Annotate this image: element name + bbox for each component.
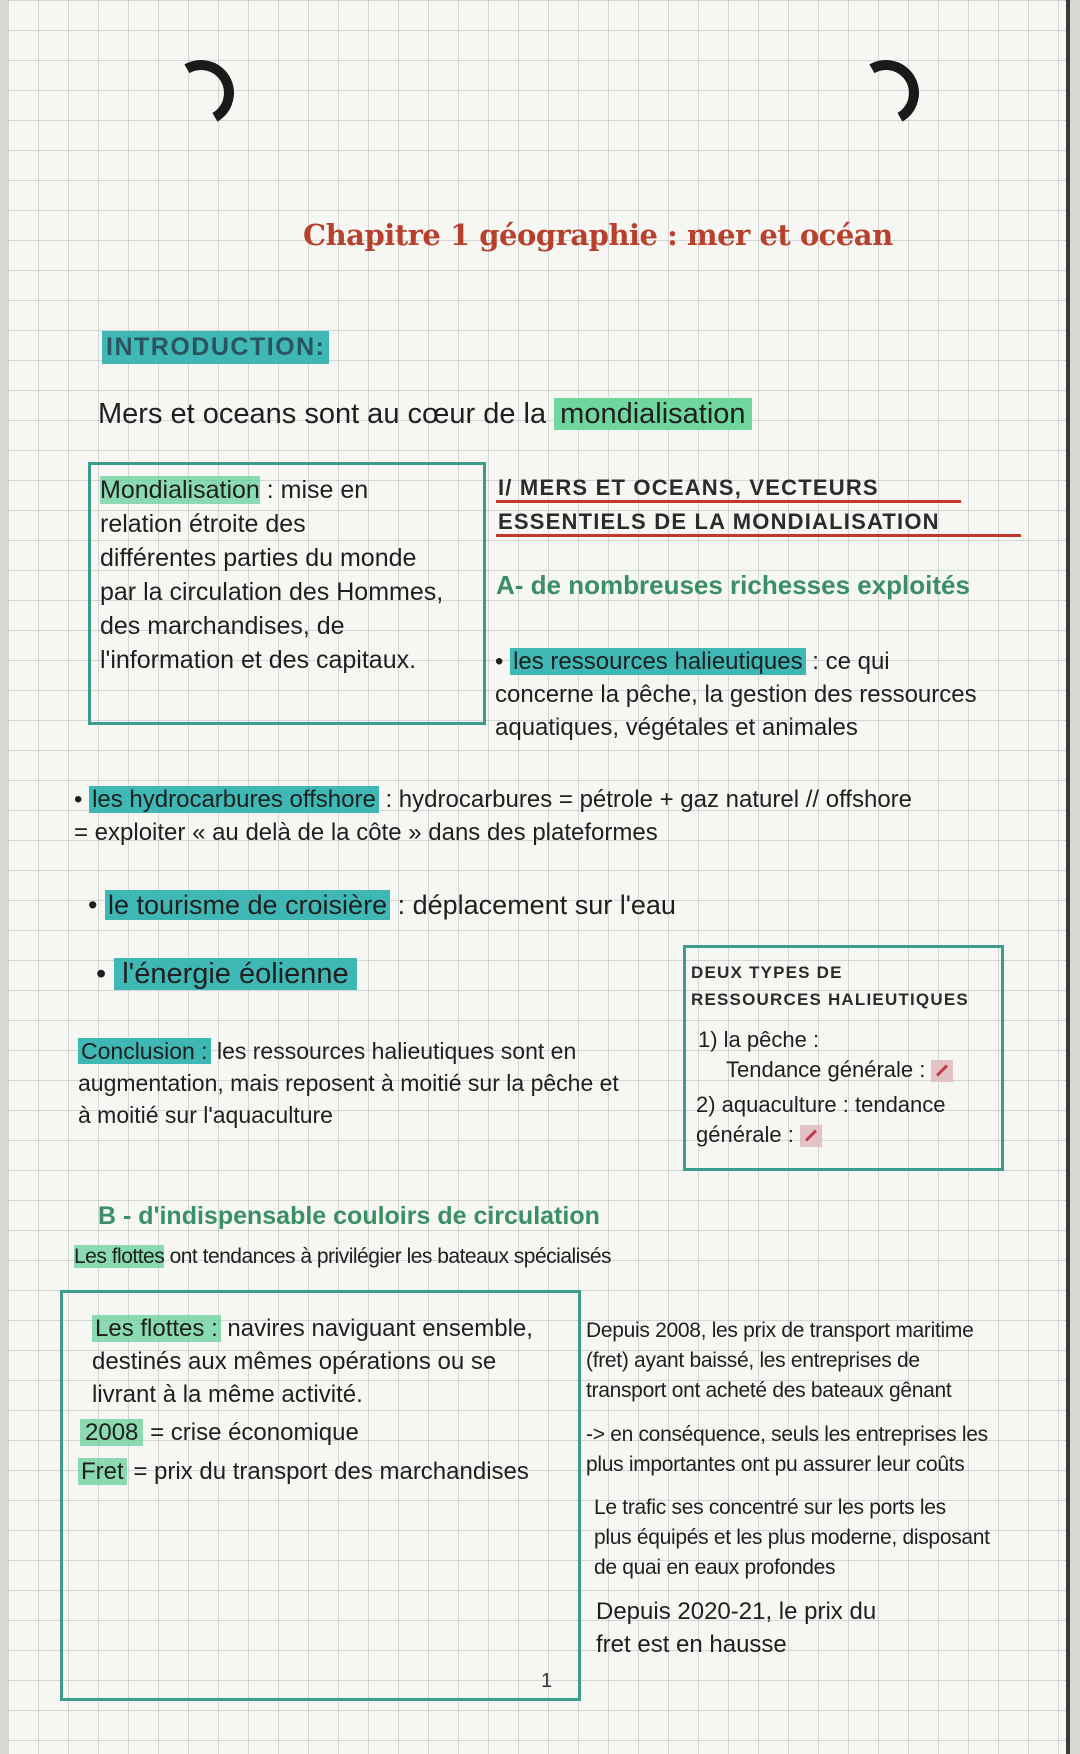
page-title: Chapitre 1 géographie : mer et océan <box>303 218 893 252</box>
section1-heading-line1: I/ MERS ET OCEANS, VECTEURS <box>498 475 879 500</box>
page-number: 1 <box>541 1670 553 1692</box>
note-line: plus importantes ont pu assurer leur coûts <box>586 1453 965 1476</box>
year-def: = crise économique <box>150 1419 359 1446</box>
intro-sentence-highlight: mondialisation <box>554 398 751 430</box>
halieutique-line: concerne la pêche, la gestion des ressources <box>495 681 977 708</box>
halieutique-line-text: : ce qui <box>812 648 890 675</box>
definition-line-text: : mise en <box>266 476 369 504</box>
section1-heading-line2: ESSENTIELS DE LA MONDIALISATION <box>498 509 940 534</box>
intro-sentence <box>98 397 752 431</box>
subsection-b-term: Les flottes <box>74 1245 165 1268</box>
note-line: transport ont acheté des bateaux gênant <box>586 1379 952 1402</box>
conclusion-line: augmentation, mais reposent à moitié sur la pêche et <box>78 1070 619 1096</box>
note-line: de quai en eaux profondes <box>594 1556 836 1579</box>
fret-def: = prix du transport des marchandises <box>133 1458 529 1485</box>
hydrocarbures-line: = exploiter « au delà de la côte » dans des plateformes <box>74 819 658 846</box>
halieutique-term: les ressources halieutiques <box>510 648 806 675</box>
right-notes-p2 <box>586 1420 1066 1480</box>
tourisme-bullet: • le tourisme de croisière : déplacement sur l'eau <box>88 890 676 920</box>
types-heading-line2: RESSOURCES HALIEUTIQUES <box>691 990 969 1009</box>
energie-term: l'énergie éolienne <box>114 958 356 990</box>
conclusion-line <box>78 1035 698 1067</box>
right-notes-p1 <box>586 1316 1066 1406</box>
conclusion-line-text: les ressources halieutiques sont en <box>216 1038 577 1064</box>
subsection-b-subtitle <box>74 1240 611 1274</box>
conclusion <box>78 1035 698 1131</box>
types-heading-line1: DEUX TYPES DE <box>691 963 843 982</box>
definition-line: relation étroite des <box>100 510 306 538</box>
types-item1-trend <box>726 1055 953 1085</box>
conclusion-line: à moitié sur l'aquaculture <box>78 1102 333 1128</box>
note-line: Le trafic ses concentré sur les ports les <box>594 1496 946 1519</box>
definition-text <box>100 473 480 677</box>
subsection-a-heading: A- de nombreuses richesses exploités <box>496 570 970 600</box>
binder-hole-left-icon <box>161 53 242 134</box>
definition-line: différentes parties du monde <box>100 544 417 572</box>
types-item2-line1: 2) aquaculture : tendance <box>696 1092 946 1117</box>
conclusion-label: Conclusion : <box>78 1038 211 1064</box>
year-definition <box>80 1416 359 1450</box>
notebook-page <box>8 0 1070 1754</box>
halieutique-definition <box>495 645 1055 744</box>
year-term: 2008 <box>80 1419 143 1446</box>
flottes-line <box>92 1312 582 1345</box>
flottes-term: Les flottes : <box>92 1315 221 1342</box>
right-notes-p3 <box>594 1493 1064 1583</box>
definition-line: des marchandises, de <box>100 612 345 640</box>
flottes-definition <box>92 1312 582 1411</box>
right-notes-p4 <box>596 1595 996 1661</box>
note-line: plus équipés et les plus moderne, disposant <box>594 1526 990 1549</box>
heading-underline <box>496 534 1021 537</box>
intro-label: INTRODUCTION: <box>102 331 329 364</box>
flottes-line-text: navires naviguant ensemble, <box>227 1315 533 1342</box>
tourisme-term: le tourisme de croisière <box>105 890 390 920</box>
halieutique-line: • les ressources halieutiques : ce qui <box>495 648 890 675</box>
tourisme-definition: : déplacement sur l'eau <box>397 890 676 920</box>
types-item1-trend-text: Tendance générale : <box>726 1057 926 1082</box>
hydrocarbures-line-text: : hydrocarbures = pétrole + gaz naturel // offshore <box>385 786 913 813</box>
halieutique-line: aquatiques, végétales et animales <box>495 714 858 741</box>
hydrocarbures-term: les hydrocarbures offshore <box>89 786 379 813</box>
definition-line: par la circulation des Hommes, <box>100 578 444 606</box>
subsection-b-heading: B - d'indispensable couloirs de circulation <box>98 1202 600 1230</box>
types-item2-line2 <box>696 1120 822 1150</box>
fret-term: Fret <box>78 1458 127 1485</box>
binder-hole-right-icon <box>846 53 927 134</box>
note-line: -> en conséquence, seuls les entreprises les <box>586 1423 988 1446</box>
intro-sentence-text: Mers et oceans sont au cœur de la <box>98 398 547 430</box>
increasing-trend-icon <box>931 1060 953 1082</box>
note-line: (fret) ayant baissé, les entreprises de <box>586 1349 920 1372</box>
increasing-trend-icon <box>800 1125 822 1147</box>
energie-bullet: • l'énergie éolienne <box>96 957 357 991</box>
note-line: Depuis 2020-21, le prix du <box>596 1598 877 1625</box>
fret-definition <box>78 1455 529 1489</box>
types-item2-line2-text: générale : <box>696 1122 794 1147</box>
definition-term: Mondialisation <box>100 476 260 504</box>
subsection-b-rest: ont tendances à privilégier les bateaux spécialisés <box>169 1245 612 1268</box>
definition-line: l'information et des capitaux. <box>100 646 417 674</box>
note-line: fret est en hausse <box>596 1631 787 1658</box>
flottes-line: destinés aux mêmes opérations ou se <box>92 1348 497 1375</box>
hydrocarbures-line: • les hydrocarbures offshore : hydrocarbures = pétrole + gaz naturel // offshore <box>74 786 913 813</box>
types-item1: 1) la pêche : <box>698 1027 820 1052</box>
definition-line <box>100 473 480 507</box>
heading-underline <box>496 500 961 503</box>
flottes-line: livrant à la même activité. <box>92 1381 363 1408</box>
hydrocarbures-bullet <box>74 783 1064 849</box>
note-line: Depuis 2008, les prix de transport maritime <box>586 1319 974 1342</box>
